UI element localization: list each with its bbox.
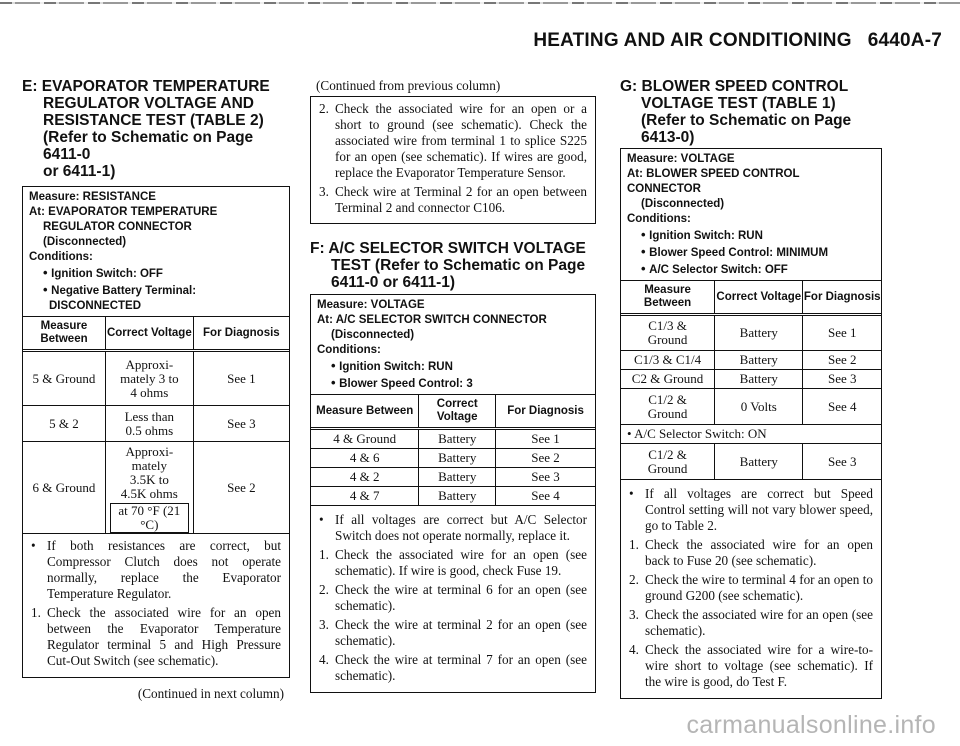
column-2: [310, 78, 596, 693]
section-g-table: [621, 280, 881, 480]
table-header: Correct Voltage: [715, 281, 803, 315]
table-header: For Diagnosis: [803, 281, 881, 315]
table-row: C1/3 & C1/4 Battery See 2: [621, 351, 881, 370]
page-number: 6440A-7: [867, 30, 942, 51]
section-e-spec: Measure: RESISTANCE At: EVAPORATOR TEMPERATURE REGULATOR CONNECTOR (Disconnected) Conditions: • Ignition Switch: OFF • Negative Battery Terminal: DISCONNECTED: [29, 191, 218, 312]
section-e-box: [22, 186, 290, 678]
section-e-notes: • If both resistances are correct, but Compressor Clutch does not operate normally, replace the Evaporator Temperature Regulator. 1. Check the associated wire for an open between the Evaporator Temperature Regulator terminal 5 and High Pressure Cut-Out Switch (see schematic).: [31, 538, 281, 668]
table-header: Measure Between: [621, 281, 715, 315]
section-g-box: [620, 148, 882, 699]
table-row: 4 & 2 Battery See 3: [311, 468, 595, 487]
table-row: • A/C Selector Switch: ON: [621, 425, 881, 444]
table-header: Correct Voltage: [105, 317, 193, 351]
table-row: 4 & 7 Battery See 4: [311, 487, 595, 506]
top-rule: [0, 2, 960, 4]
continued-note: (Continued in next column): [137, 686, 284, 701]
section-f-notes: • If all voltages are correct but A/C Selector Switch does not operate normally, replace it. 1. Check the associated wire for an open (see schematic). If wire is good, check Fuse 19. 2. Check the wire at terminal 6 for an open (see schematic). 3. Check the wire at terminal 2 for an open (see schematic). 4. Check the wire at terminal 7 for an open (see schematic).: [319, 512, 587, 683]
watermark: carmanualsonline.info: [686, 711, 936, 739]
table-header: Measure Between: [23, 317, 105, 351]
table-header: Measure Between: [311, 395, 419, 429]
table-row: 4 & 6 Battery See 2: [311, 449, 595, 468]
table-row: 4 & Ground Battery See 1: [311, 429, 595, 449]
section-f-box: [310, 294, 596, 693]
table-row: 5 & 2 Less than 0.5 ohms See 3: [23, 406, 289, 442]
section-f-spec: Measure: VOLTAGE At: A/C SELECTOR SWITCH CONNECTOR (Disconnected) Conditions: • Ignition Switch: RUN • Blower Speed Control: 3: [317, 299, 547, 390]
table-row: 5 & Ground Approxi- mately 3 to 4 ohms See 1: [23, 351, 289, 406]
table-row: C1/3 & Ground Battery See 1: [621, 315, 881, 351]
page-header: [517, 30, 942, 52]
table-row: 6 & Ground Approxi- mately 3.5K to 4.5K ohms at 70 °F (21 °C) See 2: [23, 442, 289, 534]
section-g-notes: • If all voltages are correct but Speed Control setting will not vary blower speed, go to Table 2. 1. Check the associated wire for an open back to Fuse 20 (see schematic). 2. Check the wire to terminal 4 for an open to ground G200 (see schematic). 3. Check the associated wire for an open (see schematic). 4. Check the associated wire for a wire-to-wire short to voltage (see schematic). If the wire is good, do Test F.: [629, 486, 873, 689]
section-f-title: F: A/C SELECTOR SWITCH VOLTAGE TEST (Refer to Schematic on Page 6411-0 or 6411-1): [310, 240, 586, 291]
table-header: For Diagnosis: [496, 395, 595, 429]
table-header: Correct Voltage: [419, 395, 496, 429]
column-3: [620, 78, 882, 699]
section-g-spec: Measure: VOLTAGE At: BLOWER SPEED CONTROL CONNECTOR (Disconnected) Conditions: • Ignition Switch: RUN • Blower Speed Control: MINIMUM • A/C Selector Switch: OFF: [627, 153, 829, 276]
section-e-table: [23, 316, 289, 534]
section-e-title: E: EVAPORATOR TEMPERATURE REGULATOR VOLTAGE AND RESISTANCE TEST (TABLE 2) (Refer to Schematic on Page 6411-0 or 6411-1): [22, 78, 270, 180]
table-row: C1/2 & Ground 0 Volts See 4: [621, 389, 881, 425]
section-f-table: [311, 394, 595, 506]
section-g-title: G: BLOWER SPEED CONTROL VOLTAGE TEST (TABLE 1) (Refer to Schematic on Page 6413-0): [620, 78, 852, 146]
table-row: C1/2 & Ground Battery See 3: [621, 444, 881, 480]
table-header: For Diagnosis: [193, 317, 289, 351]
header-title: HEATING AND AIR CONDITIONING: [533, 30, 852, 51]
continued-box: 2. Check the associated wire for an open or a short to ground (see schematic). Check the associated wire from terminal 1 to splice S225 for an open (see schematic). If wires are good, replace the Evaporator Temperature Sensor. 3. Check wire at Terminal 2 for an open between Terminal 2 and connector C106.: [310, 96, 596, 224]
continued-from: (Continued from previous column): [316, 78, 501, 93]
column-1: [22, 78, 290, 702]
table-row: C2 & Ground Battery See 3: [621, 370, 881, 389]
